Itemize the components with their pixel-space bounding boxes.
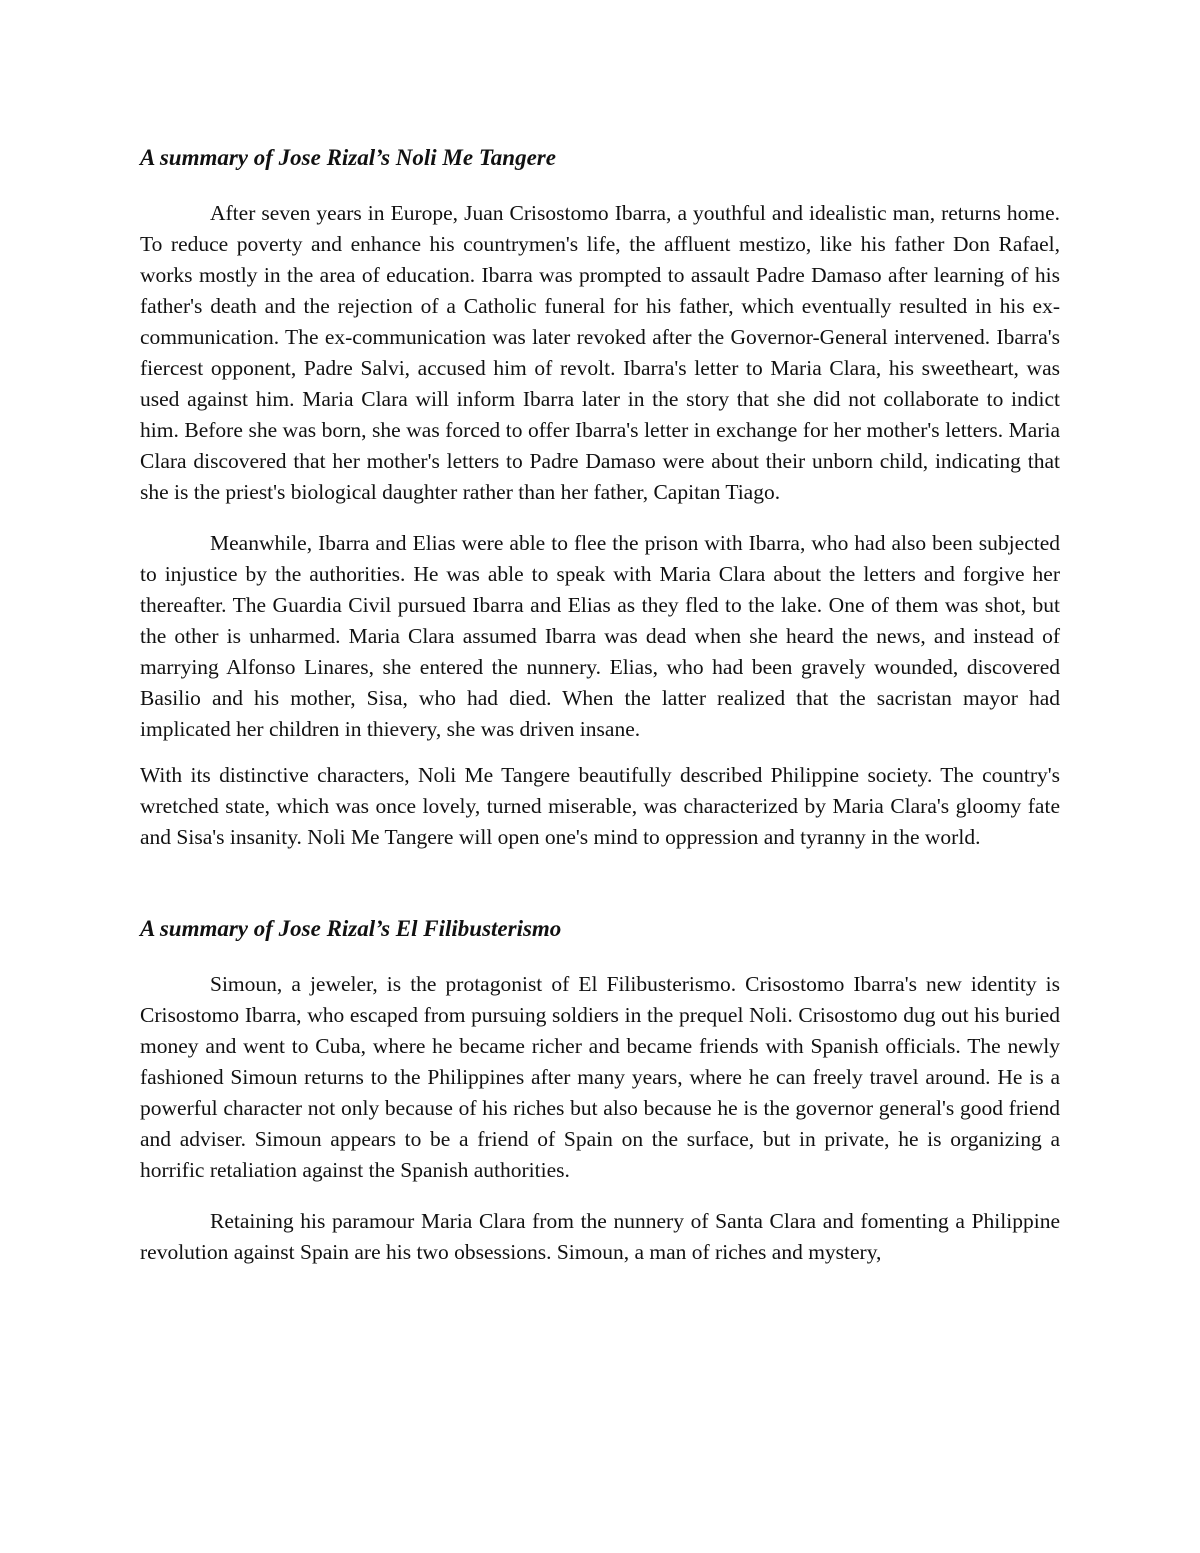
- document-page: [140, 140, 1060, 1268]
- spacer: [140, 853, 1060, 911]
- spacer: [140, 745, 1060, 760]
- spacer: [140, 1186, 1060, 1206]
- paragraph-noli-1: After seven years in Europe, Juan Crisostomo Ibarra, a youthful and idealistic man, returns home. To reduce poverty and enhance his countrymen's life, the affluent mestizo, like his father Don Rafael, works mostly in the area of education. Ibarra was prompted to assault Padre Damaso after learning of his father's death and the rejection of a Catholic funeral for his father, which eventually resulted in his ex-communication. The ex-communication was later revoked after the Governor-General intervened. Ibarra's fiercest opponent, Padre Salvi, accused him of revolt. Ibarra's letter to Maria Clara, his sweetheart, was used against him. Maria Clara will inform Ibarra later in the story that she did not collaborate to indict him. Before she was born, she was forced to offer Ibarra's letter in exchange for her mother's letters. Maria Clara discovered that her mother's letters to Padre Damaso were about their unborn child, indicating that she is the priest's biological daughter rather than her father, Capitan Tiago.: [140, 201, 1060, 504]
- section-title-fili: A summary of Jose Rizal’s El Filibusterismo: [140, 916, 562, 941]
- spacer: [140, 508, 1060, 528]
- section-title-noli: A summary of Jose Rizal’s Noli Me Tangere: [140, 145, 556, 170]
- paragraph-fili-1: Simoun, a jeweler, is the protagonist of El Filibusterismo. Crisostomo Ibarra's new identity is Crisostomo Ibarra, who escaped from pursuing soldiers in the prequel Noli. Crisostomo dug out his buried money and went to Cuba, where he became richer and became friends with Spanish officials. The newly fashioned Simoun returns to the Philippines after many years, where he can freely travel around. He is a powerful character not only because of his riches but also because he is the governor general's good friend and adviser. Simoun appears to be a friend of Spain on the surface, but in private, he is organizing a horrific retaliation against the Spanish authorities.: [140, 972, 1060, 1182]
- spacer: [140, 176, 1060, 198]
- spacer: [140, 947, 1060, 969]
- paragraph-noli-3: With its distinctive characters, Noli Me Tangere beautifully described Philippine society. The country's wretched state, which was once lovely, turned miserable, was characterized by Maria Clara's gloomy fate and Sisa's insanity. Noli Me Tangere will open one's mind to oppression and tyranny in the world.: [140, 763, 1060, 849]
- paragraph-noli-2: Meanwhile, Ibarra and Elias were able to flee the prison with Ibarra, who had also been subjected to injustice by the authorities. He was able to speak with Maria Clara about the letters and forgive her thereafter. The Guardia Civil pursued Ibarra and Elias as they fled to the lake. One of them was shot, but the other is unharmed. Maria Clara assumed Ibarra was dead when she heard the news, and instead of marrying Alfonso Linares, she entered the nunnery. Elias, who had been gravely wounded, discovered Basilio and his mother, Sisa, who had died. When the latter realized that the sacristan mayor had implicated her children in thievery, she was driven insane.: [140, 531, 1060, 741]
- paragraph-fili-2: Retaining his paramour Maria Clara from the nunnery of Santa Clara and fomenting a Philippine revolution against Spain are his two obsessions. Simoun, a man of riches and mystery,: [140, 1209, 1060, 1264]
